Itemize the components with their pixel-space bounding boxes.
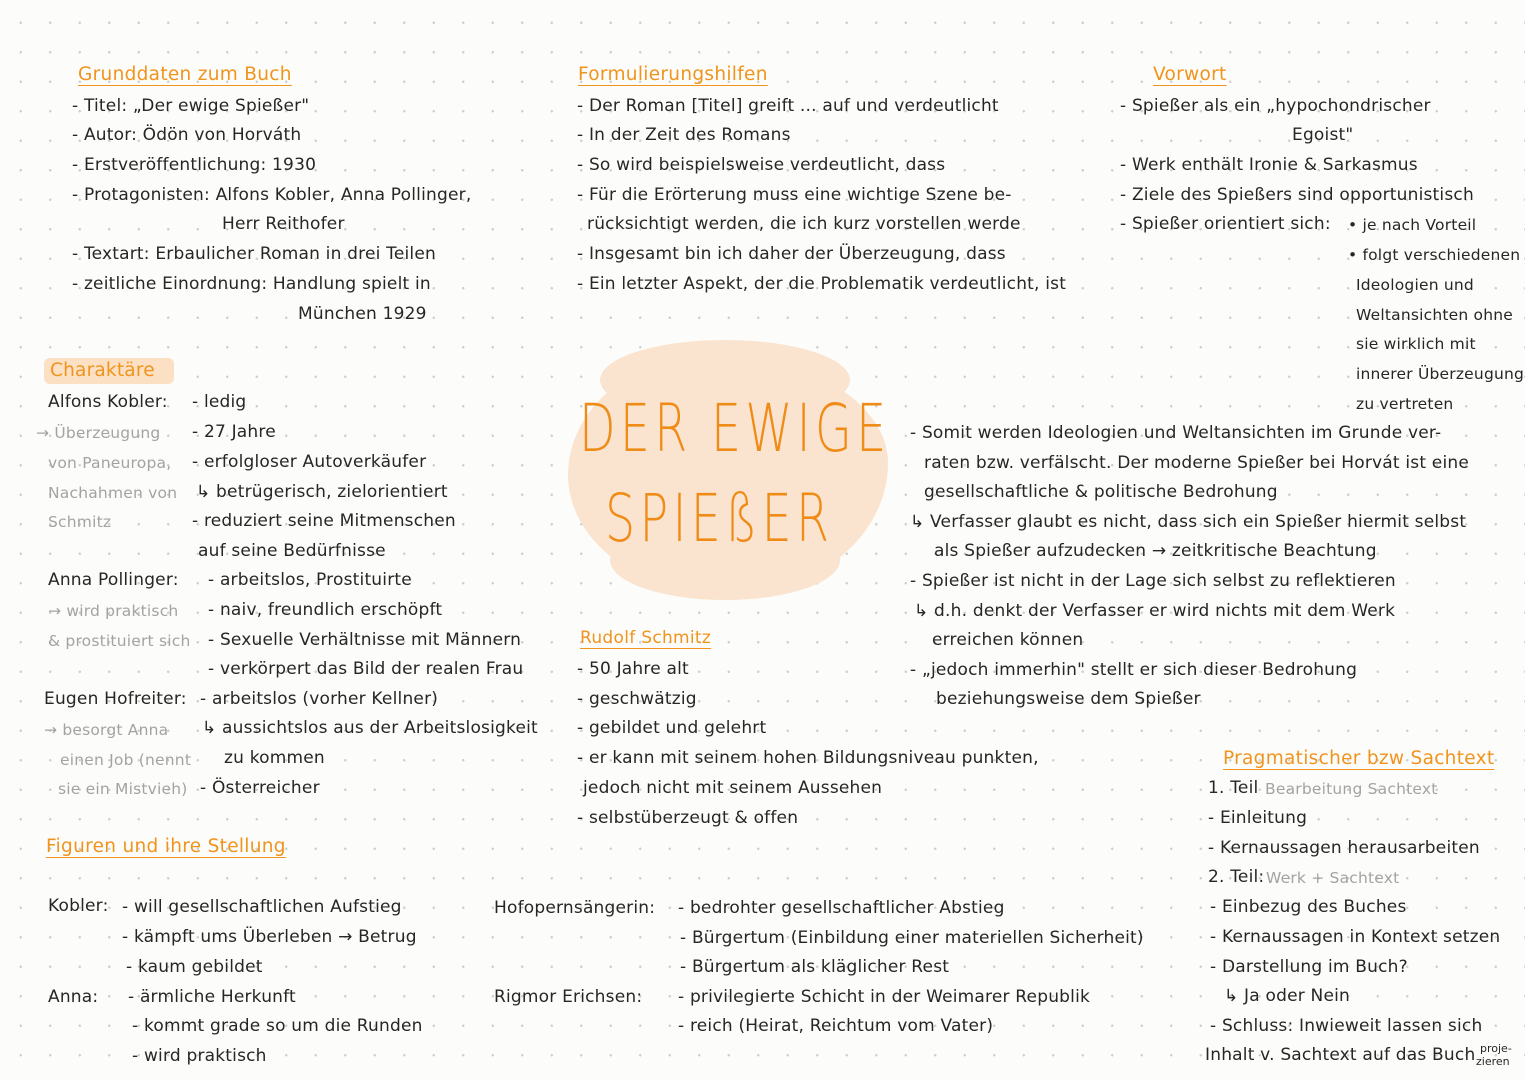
schmitz-line: jedoch nicht mit seinem Aussehen <box>583 778 883 798</box>
figuren-rigmor-name: Rigmor Erichsen: <box>494 987 643 1007</box>
figuren-hof-line: - Bürgertum (Einbildung einer materiellen Sicherheit) <box>680 928 1144 948</box>
pragmatisch-line: - Schluss: Inwieweit lassen sich <box>1210 1016 1483 1036</box>
grunddaten-line: - Autor: Ödön von Horváth <box>72 125 302 145</box>
pragmatisch-line: - Darstellung im Buch? <box>1210 957 1408 977</box>
grunddaten-line: - zeitliche Einordnung: Handlung spielt in <box>72 274 431 294</box>
figuren-hof-name: Hofopernsängerin: <box>494 898 656 918</box>
grunddaten-line: - Protagonisten: Alfons Kobler, Anna Pollinger, <box>72 185 472 205</box>
vorwort-line: - Spießer orientiert sich: <box>1120 214 1331 234</box>
figuren-rigmor-line: - privilegierte Schicht in der Weimarer Republik <box>678 987 1091 1007</box>
figuren-kobler-line: - kaum gebildet <box>126 957 263 977</box>
formulierung-line: - Der Roman [Titel] greift ... auf und verdeutlicht <box>577 96 999 116</box>
formulierung-line: - So wird beispielsweise verdeutlicht, dass <box>577 155 946 175</box>
vorwort-line: zu vertreten <box>1356 395 1454 413</box>
kobler-trait: - reduziert seine Mitmenschen <box>192 511 456 531</box>
formulierung-heading: Formulierungshilfen <box>578 64 768 85</box>
figuren-anna-line: - wird praktisch <box>132 1046 267 1066</box>
projizieren-line-2: zieren <box>1476 1055 1510 1068</box>
vorwort-heading: Vorwort <box>1153 64 1227 85</box>
analyse-line: erreichen können <box>932 630 1084 650</box>
kobler-trait: - 27 Jahre <box>192 422 276 442</box>
analyse-line: gesellschaftliche & politische Bedrohung <box>924 482 1278 502</box>
pragmatisch-line: ↳ Ja oder Nein <box>1224 986 1351 1006</box>
formulierung-line: - Insgesamt bin ich daher der Überzeugung, dass <box>577 244 1006 264</box>
pragmatisch-teil2: 2. Teil: <box>1208 867 1265 887</box>
formulierung-line: - Für die Erörterung muss eine wichtige Szene be- <box>577 185 1012 205</box>
figuren-anna-line: - ärmliche Herkunft <box>128 987 296 1007</box>
eugen-trait: zu kommen <box>224 748 325 768</box>
figuren-hof-line: - bedrohter gesellschaftlicher Abstieg <box>678 898 1005 918</box>
kobler-name: Alfons Kobler: <box>48 392 168 412</box>
figuren-anna-line: - kommt grade so um die Runden <box>132 1016 423 1036</box>
schmitz-line: - er kann mit seinem hohen Bildungsniveau punkten, <box>577 748 1039 768</box>
figuren-anna-name: Anna: <box>48 987 99 1007</box>
analyse-line: raten bzw. verfälscht. Der moderne Spießer bei Horvát ist eine <box>924 453 1470 473</box>
vorwort-line: Egoist" <box>1292 125 1354 145</box>
pragmatisch-line: - Kernaussagen in Kontext setzen <box>1210 927 1501 947</box>
analyse-line: ↳ Verfasser glaubt es nicht, dass sich ein Spießer hiermit selbst <box>910 512 1467 532</box>
eugen-note: sie ein Mistvieh) <box>58 780 188 798</box>
anna-note: → wird praktisch <box>48 602 179 620</box>
title-line-2: SPIEßER <box>605 480 834 557</box>
kobler-note: Schmitz <box>48 513 112 531</box>
vorwort-line: sie wirklich mit <box>1356 335 1476 353</box>
kobler-trait: auf seine Bedürfnisse <box>198 541 386 561</box>
grunddaten-line: - Erstveröffentlichung: 1930 <box>72 155 317 175</box>
vorwort-bullet: • je nach Vorteil <box>1348 216 1477 234</box>
anna-trait: - Sexuelle Verhältnisse mit Männern <box>208 630 522 650</box>
pragmatisch-line: - Einbezug des Buches <box>1210 897 1407 917</box>
eugen-name: Eugen Hofreiter: <box>44 689 187 709</box>
pragmatisch-heading: Pragmatischer bzw Sachtext <box>1223 748 1495 769</box>
anna-name: Anna Pollinger: <box>48 570 179 590</box>
figuren-rigmor-line: - reich (Heirat, Reichtum vom Vater) <box>678 1016 994 1036</box>
vorwort-line: - Ziele des Spießers sind opportunistisch <box>1120 185 1474 205</box>
figuren-kobler-line: - will gesellschaftlichen Aufstieg <box>122 897 402 917</box>
formulierung-line: - In der Zeit des Romans <box>577 125 791 145</box>
vorwort-line: Weltansichten ohne <box>1356 306 1514 324</box>
schmitz-line: - gebildet und gelehrt <box>577 718 767 738</box>
grunddaten-heading: Grunddaten zum Buch <box>78 64 292 85</box>
pragmatisch-line: - Kernaussagen herausarbeiten <box>1208 838 1480 858</box>
analyse-line: - „jedoch immerhin" stellt er sich dieser Bedrohung <box>910 660 1358 680</box>
schmitz-line: - geschwätzig <box>577 689 697 709</box>
kobler-trait: ↳ betrügerisch, zielorientiert <box>196 482 448 502</box>
kobler-trait: - erfolgloser Autoverkäufer <box>192 452 427 472</box>
formulierung-line: rücksichtigt werden, die ich kurz vorstellen werde <box>587 214 1021 234</box>
anna-trait: - naiv, freundlich erschöpft <box>208 600 443 620</box>
grunddaten-line: - Titel: „Der ewige Spießer" <box>72 96 310 116</box>
kobler-note: Nachahmen von <box>48 484 178 502</box>
title-line-1: DER EWIGE <box>579 390 891 467</box>
schmitz-heading: Rudolf Schmitz <box>580 628 712 648</box>
eugen-trait: ↳ aussichtslos aus der Arbeitslosigkeit <box>202 718 538 738</box>
charaktere-heading: Charaktäre <box>50 360 155 381</box>
analyse-line: ↳ d.h. denkt der Verfasser er wird nichts mit dem Werk <box>914 601 1396 621</box>
kobler-note: → Überzeugung <box>36 424 161 442</box>
schmitz-line: - 50 Jahre alt <box>577 659 689 679</box>
schmitz-line: - selbstüberzeugt & offen <box>577 808 799 828</box>
kobler-note: von Paneuropa, <box>48 454 172 472</box>
vorwort-line: innerer Überzeugung <box>1356 365 1525 383</box>
anna-trait: - verkörpert das Bild der realen Frau <box>208 659 524 679</box>
grunddaten-line: Herr Reithofer <box>222 214 345 234</box>
vorwort-line: - Werk enthält Ironie & Sarkasmus <box>1120 155 1418 175</box>
figuren-heading: Figuren und ihre Stellung <box>46 836 286 857</box>
eugen-note: einen Job (nennt <box>60 751 192 769</box>
figuren-hof-line: - Bürgertum als kläglicher Rest <box>680 957 950 977</box>
pragmatisch-teil1: 1. Teil <box>1208 778 1259 798</box>
anna-trait: - arbeitslos, Prostituirte <box>208 570 412 590</box>
kobler-trait: - ledig <box>192 392 247 412</box>
pragmatisch-line: - Einleitung <box>1208 808 1308 828</box>
anna-note: & prostituiert sich <box>48 632 191 650</box>
analyse-line: - Somit werden Ideologien und Weltansichten im Grunde ver- <box>910 423 1442 443</box>
pragmatisch-line: Inhalt v. Sachtext auf das Buch <box>1205 1045 1476 1065</box>
formulierung-line: - Ein letzter Aspekt, der die Problematik verdeutlicht, ist <box>577 274 1067 294</box>
pragmatisch-teil1-note: Bearbeitung Sachtext <box>1265 780 1438 798</box>
vorwort-bullet: • folgt verschiedenen <box>1348 246 1521 264</box>
figuren-kobler-name: Kobler: <box>48 896 109 916</box>
figuren-kobler-line: - kämpft ums Überleben → Betrug <box>122 927 417 947</box>
eugen-trait: - arbeitslos (vorher Kellner) <box>200 689 439 709</box>
eugen-trait: - Österreicher <box>200 778 320 798</box>
vorwort-line: Ideologien und <box>1356 276 1474 294</box>
analyse-line: als Spießer aufzudecken → zeitkritische Beachtung <box>934 541 1377 561</box>
analyse-line: - Spießer ist nicht in der Lage sich selbst zu reflektieren <box>910 571 1396 591</box>
analyse-line: beziehungsweise dem Spießer <box>936 689 1201 709</box>
grunddaten-line: München 1929 <box>298 304 427 324</box>
vorwort-line: - Spießer als ein „hypochondrischer <box>1120 96 1431 116</box>
pragmatisch-teil2-note: Werk + Sachtext <box>1266 869 1400 887</box>
eugen-note: → besorgt Anna <box>44 721 169 739</box>
grunddaten-line: - Textart: Erbaulicher Roman in drei Teilen <box>72 244 436 264</box>
projizieren-line-1: proje- <box>1480 1042 1512 1055</box>
